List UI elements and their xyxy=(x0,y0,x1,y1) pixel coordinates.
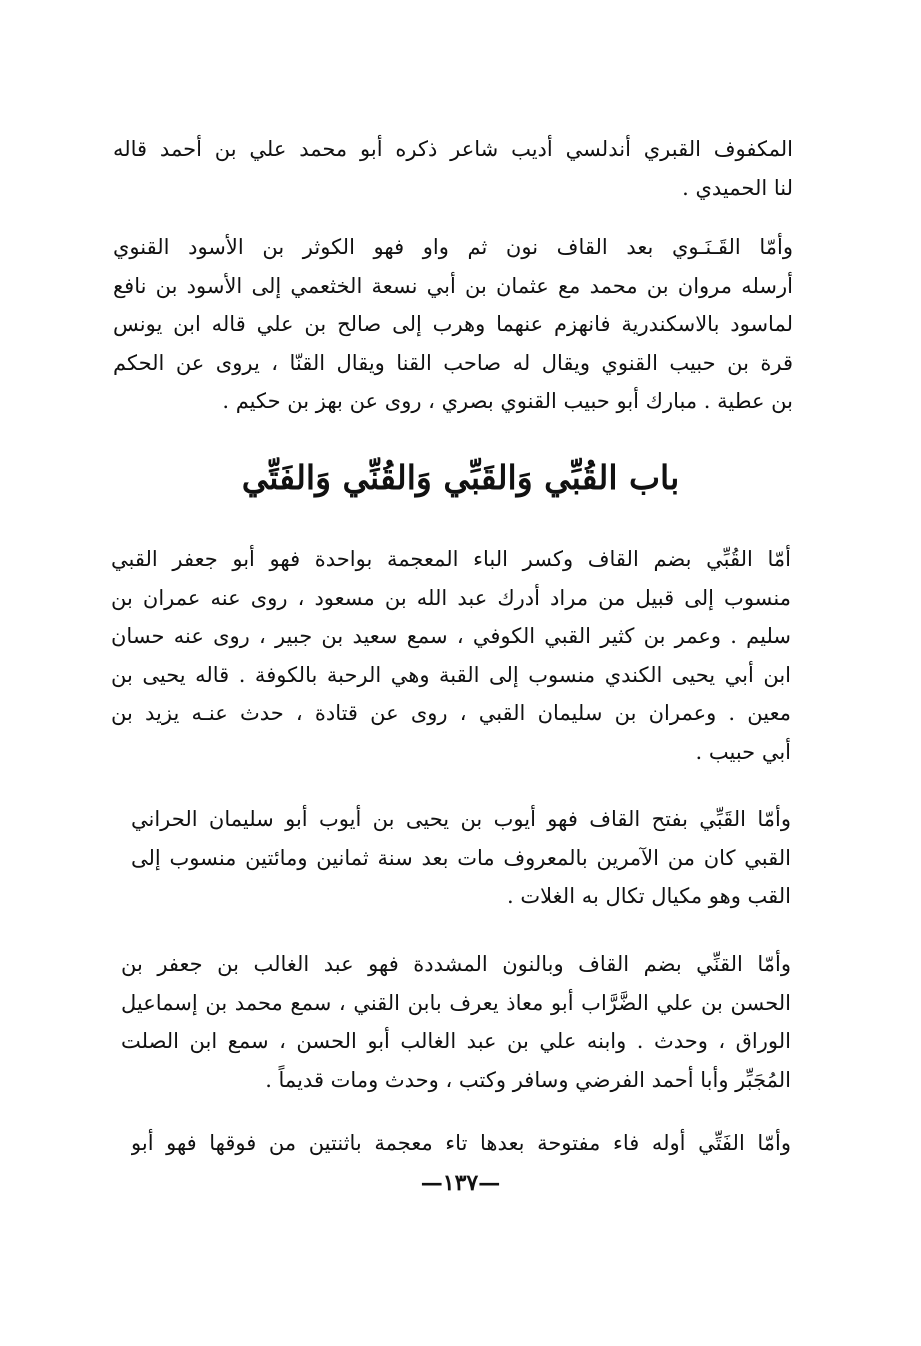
text-line: ابن أبي يحيى الكندي منسوب إلى القبة وهي الرحبة بالكوفة . قاله يحيى بن xyxy=(111,662,791,687)
paragraph-2 xyxy=(113,228,793,421)
text-line: الوراق ، وحدث . وابنه علي بن عبد الغالب أبو الحسن ، سمع ابن الصلت xyxy=(121,1029,791,1053)
text-line: المُجَبِّر وأبا أحمد الفرضي وسافر وكتب ، وحدث ومات قديماً . xyxy=(265,1067,791,1092)
text-line: بن عطية . مبارك أبو حبيب القنوي بصري ، روى عن بهز بن حكيم . xyxy=(222,389,793,413)
paragraph-5 xyxy=(121,945,791,1099)
text-line: منسوب إلى قبيل من مراد أدرك عبد الله بن مسعود ، روى عنه عمران بن xyxy=(111,585,791,610)
text-line: أمّا القُبِّي بضم القاف وكسر الباء المعجمة بواحدة فهو أبو جعفر القبي xyxy=(111,547,791,571)
text-line: وأمّا القنِّي بضم القاف وبالنون المشددة فهو عبد الغالب بن جعفر بن xyxy=(121,952,791,976)
paragraph-6 xyxy=(131,1124,791,1163)
text-line: قرة بن حبيب القنوي ويقال له صاحب القنا ويقال القنّا ، يروى عن الحكم xyxy=(113,350,793,375)
text-line: لماسود بالاسكندرية فانهزم عنهما وهرب إلى صالح بن علي قاله ابن يونس xyxy=(113,312,793,336)
page-number: —١٣٧— xyxy=(420,1170,501,1196)
section-heading: باب القُبِّي وَالقَبِّي وَالقُنِّي وَالفَتِّي xyxy=(241,458,680,497)
text-line: معين . وعمران بن سليمان القبي ، روى عن قتادة ، حدث عنـه يزيد بن xyxy=(111,701,791,725)
text-line: القب وهو مكيال تكال به الغلات . xyxy=(507,884,791,908)
text-line: وأمّا القَبِّي بفتح القاف فهو أيوب بن يحيى بن أيوب أبو سليمان الحراني xyxy=(131,807,791,831)
text-line: القبي كان من الآمرين بالمعروف مات بعد سنة ثمانين ومائتين منسوب إلى xyxy=(131,845,791,870)
text-line: الحسن بن علي الضَّرَّاب أبو معاذ يعرف بابن القني ، سمع محمد بن إسماعيل xyxy=(121,990,791,1015)
text-line: أرسله مروان بن محمد مع عثمان بن أبي نسعة الخثعمي إلى الأسود بن نافع xyxy=(113,273,793,298)
text-line: لنا الحميدي . xyxy=(682,175,793,200)
text-line: المكفوف القبري أندلسي أديب شاعر ذكره أبو محمد علي بن أحمد قاله xyxy=(113,137,793,161)
text-line: وأمّا القَـنَـوي بعد القاف نون ثم واو فهو الكوثر بن الأسود القنوي xyxy=(113,235,793,259)
paragraph-3 xyxy=(111,540,791,771)
text-line: أبي حبيب . xyxy=(695,739,791,764)
text-line: سليم . وعمر بن كثير القبي الكوفي ، سمع سعيد بن جبير ، روى عنه حسان xyxy=(111,624,791,648)
paragraph-4 xyxy=(131,800,791,916)
paragraph-1 xyxy=(113,130,793,207)
text-line: وأمّا الفَتِّي أوله فاء مفتوحة بعدها تاء معجمة باثنتين من فوقها فهو أبو xyxy=(131,1131,791,1155)
